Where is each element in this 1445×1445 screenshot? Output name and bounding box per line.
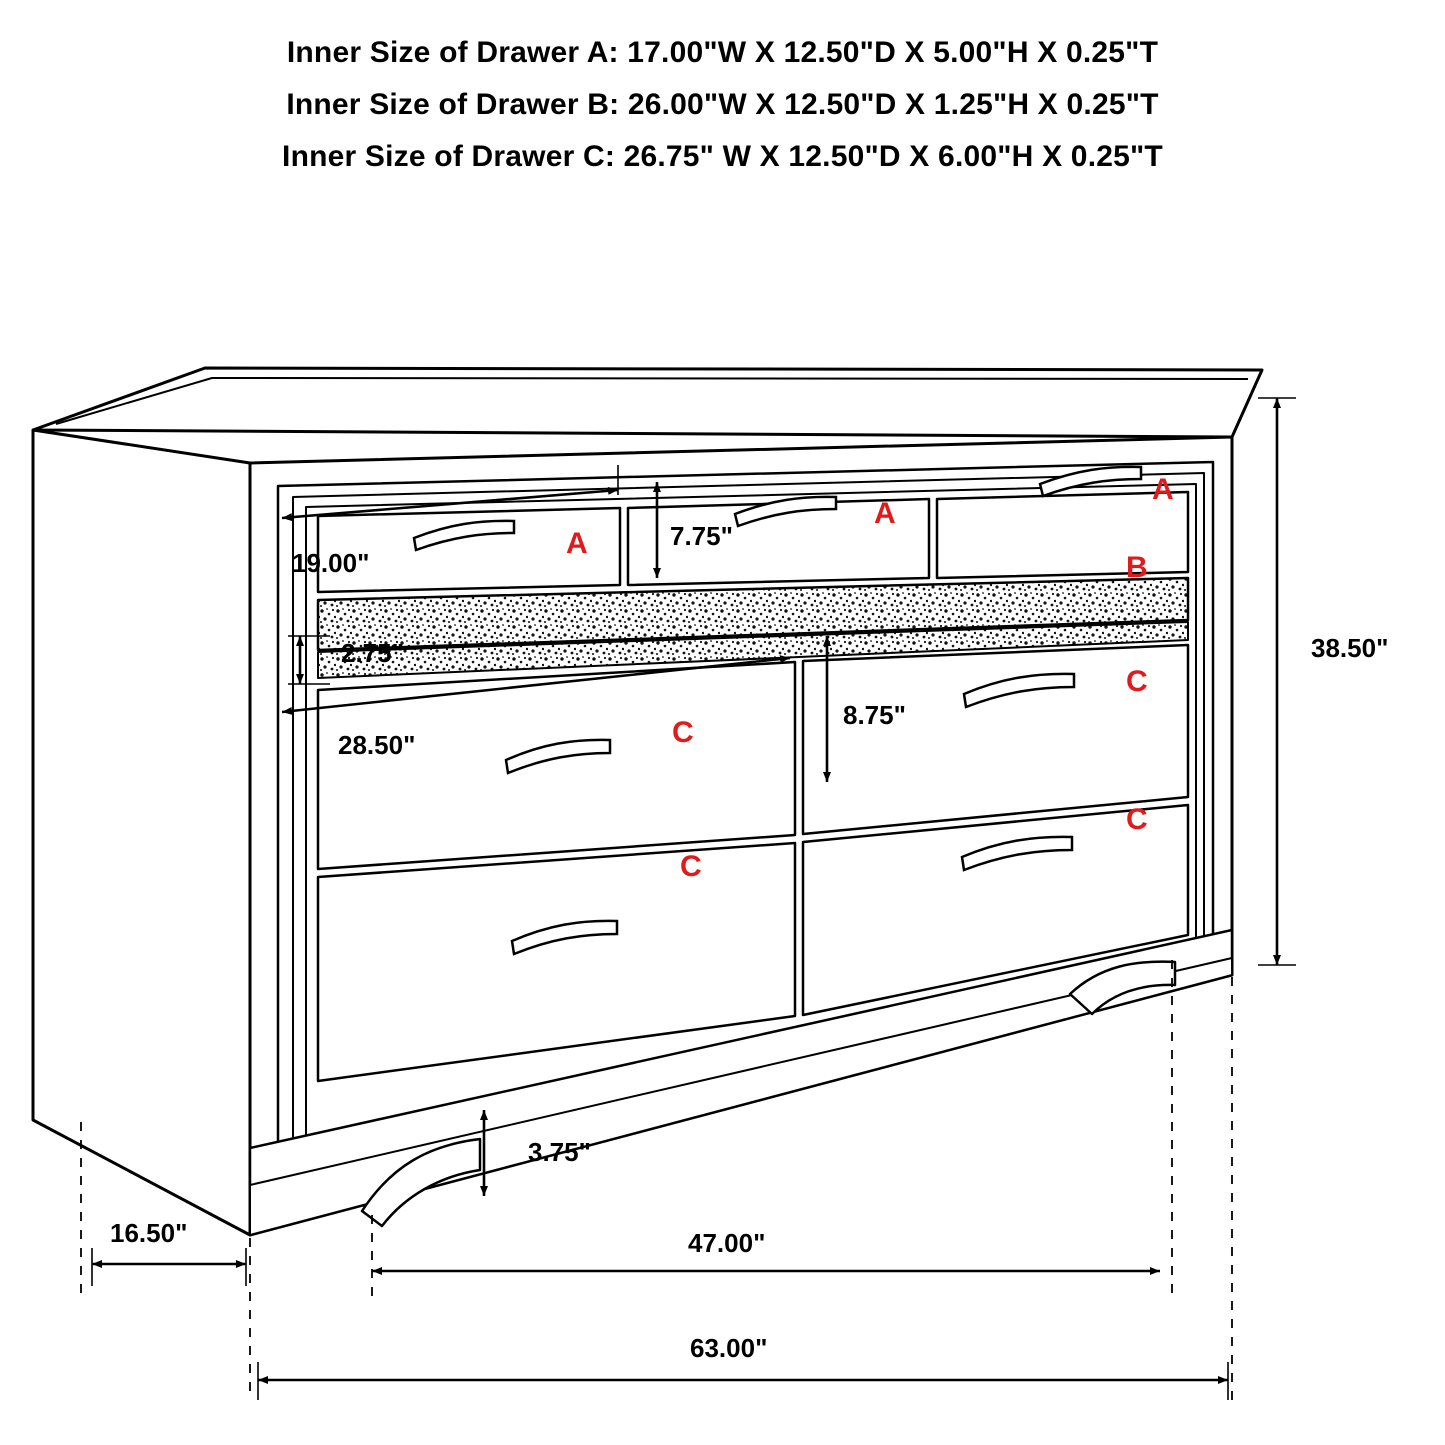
drawer-tag-a-mid: A — [874, 497, 896, 530]
dim-label-base-height: 3.75" — [528, 1137, 591, 1167]
drawer-tag-c-right-top: C — [1126, 665, 1148, 698]
dim-label-drawer-b-height: 2.75" — [341, 638, 404, 668]
dim-label-drawer-c-width: 28.50" — [338, 730, 416, 760]
dim-label-drawer-c-height: 8.75" — [843, 700, 906, 730]
dim-label-depth: 16.50" — [110, 1218, 188, 1248]
dim-label-drawer-a-height: 7.75" — [670, 521, 733, 551]
drawer-tag-c-left-top: C — [672, 716, 694, 749]
drawer-tag-c-right-bottom: C — [1126, 803, 1148, 836]
dim-label-drawer-a-width: 19.00" — [292, 548, 370, 578]
spec-line-drawer-a: Inner Size of Drawer A: 17.00"W X 12.50"D X 5.00"H X 0.25"T — [286, 36, 1159, 69]
dim-label-total-width: 63.00" — [690, 1333, 768, 1363]
drawer-tag-b-right: B — [1126, 551, 1148, 584]
drawer-tag-c-left-bottom: C — [680, 850, 702, 883]
dim-label-front-width: 47.00" — [688, 1228, 766, 1258]
dim-label-total-height: 38.50" — [1311, 633, 1389, 663]
spec-line-drawer-c: Inner Size of Drawer C: 26.75" W X 12.50"D X 6.00"H X 0.25"T — [282, 140, 1163, 173]
drawer-tag-a-right: A — [1152, 473, 1174, 506]
drawer-tag-a-left: A — [566, 527, 588, 560]
spec-line-drawer-b: Inner Size of Drawer B: 26.00"W X 12.50"D X 1.25"H X 0.25"T — [286, 88, 1159, 121]
